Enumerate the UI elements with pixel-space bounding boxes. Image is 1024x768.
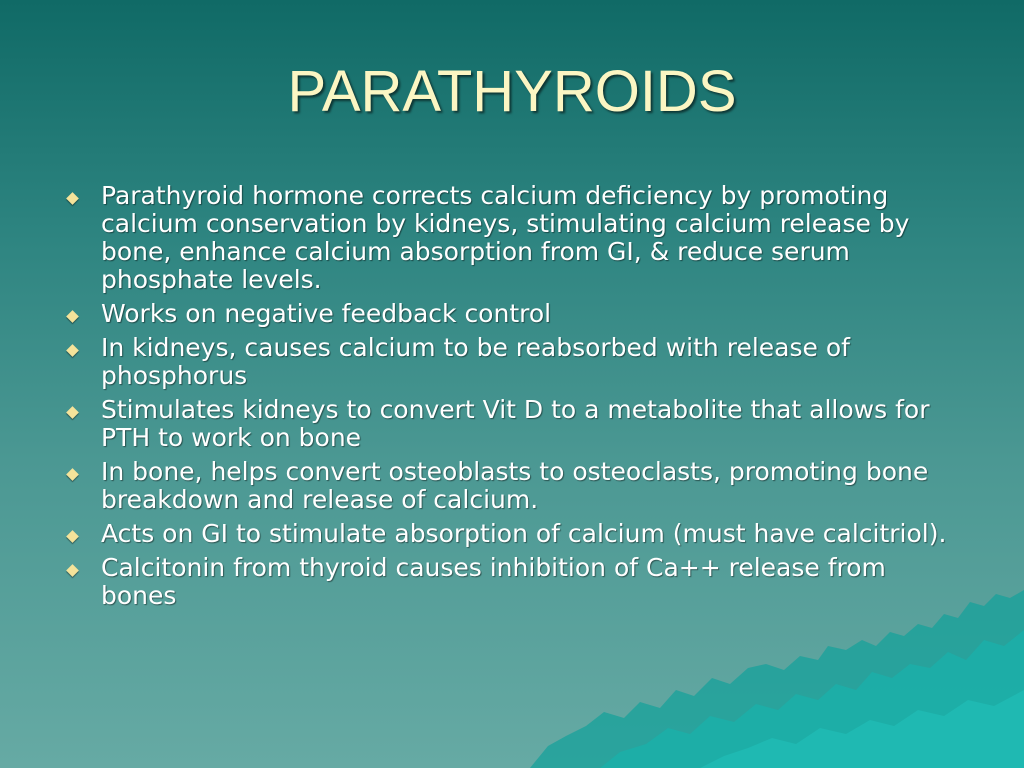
bullet-text: Acts on GI to stimulate absorption of calcium (must have calcitriol).: [101, 519, 947, 548]
diamond-bullet-icon: [66, 530, 79, 543]
diamond-bullet-icon: [66, 564, 79, 577]
list-item: [62, 396, 962, 452]
list-item: [62, 182, 962, 294]
bullet-text: Works on negative feedback control: [101, 299, 552, 328]
bullet-text: Parathyroid hormone corrects calcium deficiency by promoting calcium conservation by kidneys, stimulating calcium release by bone, enhance calcium absorption from GI, & reduce serum phosphate levels.: [101, 181, 910, 294]
list-item: [62, 300, 962, 328]
bullet-text: Calcitonin from thyroid causes inhibition of Ca++ release from bones: [101, 553, 886, 610]
list-item: [62, 458, 962, 514]
slide-title: PARATHYROIDS: [287, 59, 737, 124]
diamond-bullet-icon: [66, 310, 79, 323]
bullet-text: In kidneys, causes calcium to be reabsorbed with release of phosphorus: [101, 333, 850, 390]
diamond-bullet-icon: [66, 192, 79, 205]
list-item: [62, 554, 962, 610]
diamond-bullet-icon: [66, 468, 79, 481]
diamond-bullet-icon: [66, 344, 79, 357]
bullet-text: In bone, helps convert osteoblasts to osteoclasts, promoting bone breakdown and release of calcium.: [101, 457, 929, 514]
list-item: [62, 334, 962, 390]
bullet-text: Stimulates kidneys to convert Vit D to a metabolite that allows for PTH to work on bone: [101, 395, 930, 452]
list-item: [62, 520, 962, 548]
diamond-bullet-icon: [66, 406, 79, 419]
bullet-list: [62, 182, 962, 616]
